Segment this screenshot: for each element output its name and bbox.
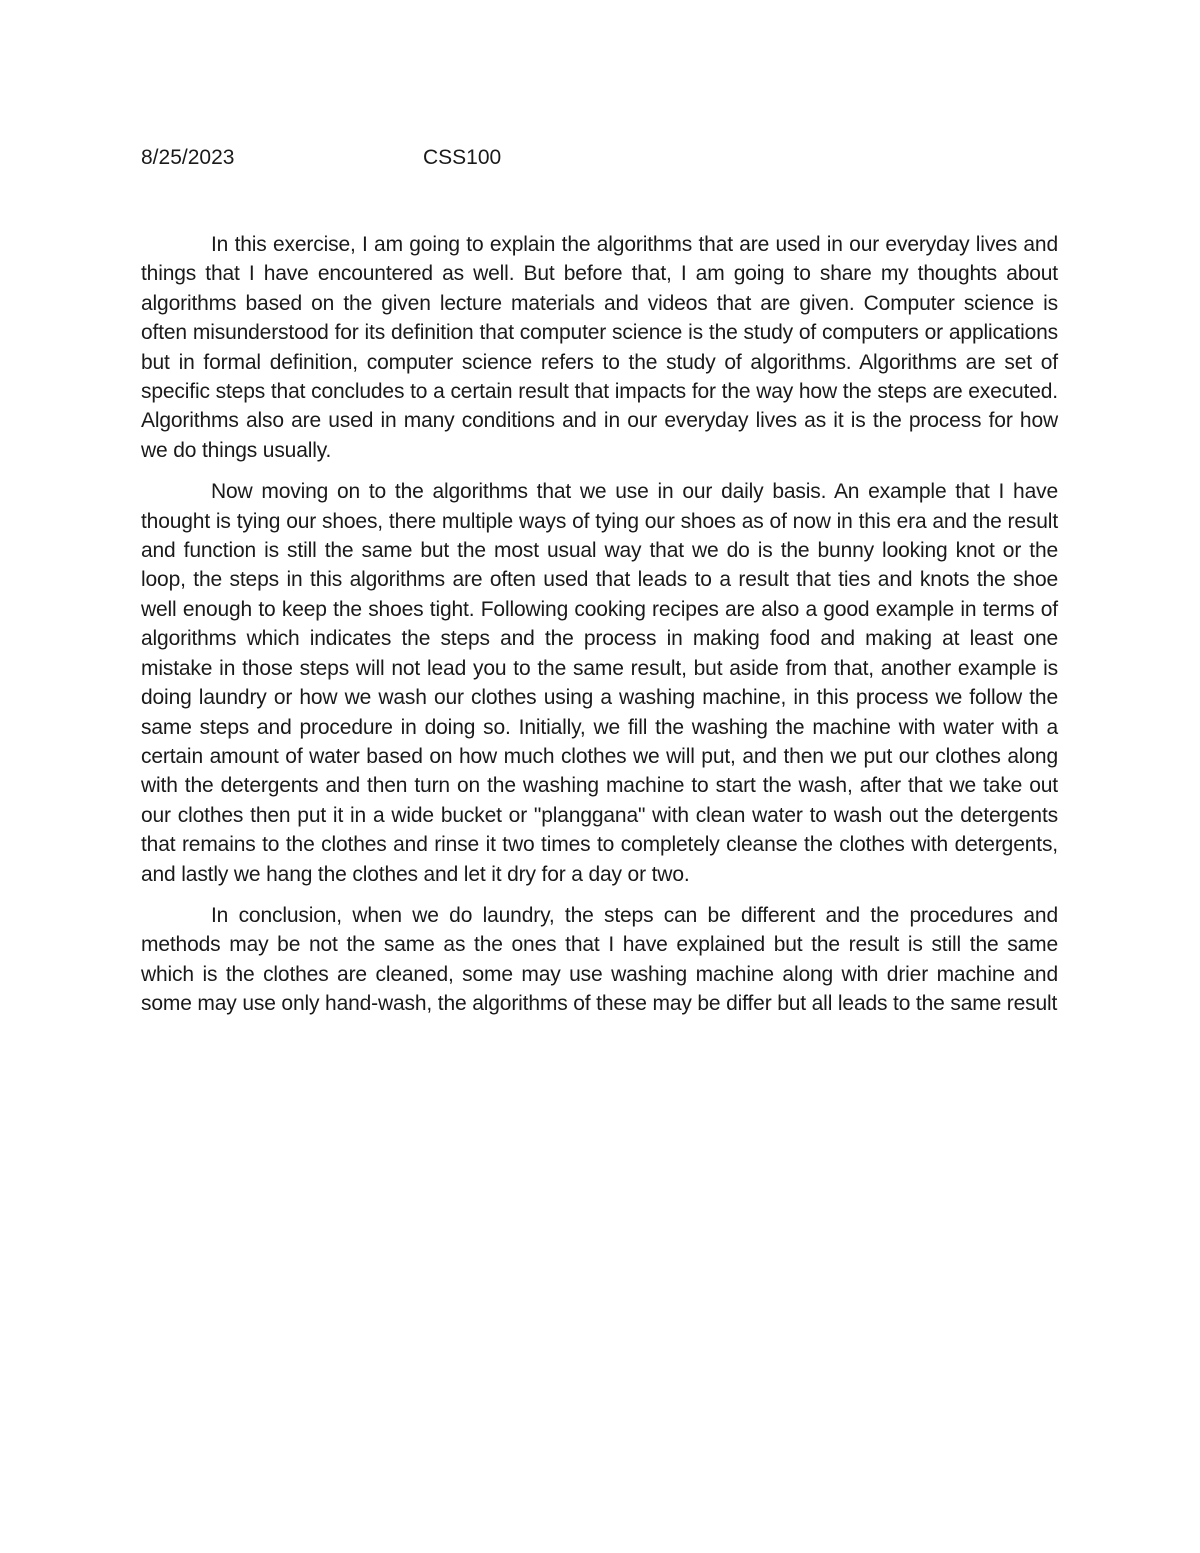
paragraph-conclusion: In conclusion, when we do laundry, the steps can be different and the procedures and methods may be not the same as the ones that I have explained but the result is still the same which is the clothes are cleaned, some may use washing machine along with drier machine and some may use only hand-wash, the algorithms of these may be differ but all leads to the same result: [141, 903, 1058, 1016]
course-code: CSS100: [423, 146, 502, 169]
document-date: 8/25/2023: [141, 146, 235, 169]
paragraph-introduction: In this exercise, I am going to explain the algorithms that are used in our everyday lives and things that I have encountered as well. But before that, I am going to share my thoughts about algorithms based on the given lecture materials and videos that are given. Computer science is often misunderstood for its definition that computer science is the study of computers or applications but in formal definition, computer science refers to the study of algorithms. Algorithms are set of specific steps that concludes to a certain result that impacts for the way how the steps are executed. Algorithms also are used in many conditions and in our everyday lives as it is the process for how we do things usually.: [141, 233, 1058, 462]
paragraph-examples: Now moving on to the algorithms that we use in our daily basis. An example that I have thought is tying our shoes, there multiple ways of tying our shoes as of now in this era and the result and function is still the same but the most usual way that we do is the bunny looking knot or the loop, the steps in this algorithms are often used that leads to a result that ties and knots the shoe well enough to keep the shoes tight. Following cooking recipes are also a good example in terms of algorithms which indicates the steps and the process in making food and making at least one mistake in those steps will not lead you to the same result, but aside from that, another example is doing laundry or how we wash our clothes using a washing machine, in this process we follow the same steps and procedure in doing so. Initially, we fill the washing the machine with water with a certain amount of water based on how much clothes we will put, and then we put our clothes along with the detergents and then turn on the washing machine to start the wash, after that we take out our clothes then put it in a wide bucket or "planggana" with clean water to wash out the detergents that remains to the clothes and rinse it two times to completely cleanse the clothes with detergents, and lastly we hang the clothes and let it dry for a day or two.: [141, 480, 1058, 886]
document-body: [141, 230, 1058, 1031]
